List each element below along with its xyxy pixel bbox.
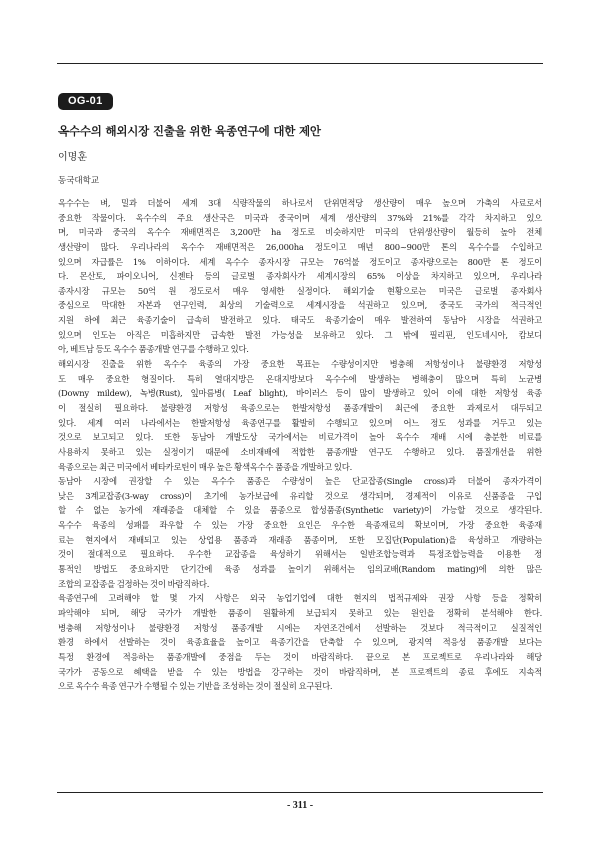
body-text-line: 국가가 공동으로 혜택을 받을 수 있는 방법을 강구하는 것이 바람직하며, 본 프로젝트의 종료 후에도 지속적 <box>58 666 542 677</box>
session-badge: OG-01 <box>58 93 113 110</box>
body-text-line: 파악해야 되며, 해당 국가가 개발한 품종이 원활하게 보급되지 못하고 있는 원인을 정확히 분석해야 한다. <box>58 607 542 618</box>
body-text-line: 할 수 없는 농가에 재래종을 대체할 수 있을 품종으로 합성품종(Synthetic variety)이 가능할 것으로 생각된다. <box>58 505 542 516</box>
author-name: 이명훈 <box>58 152 87 163</box>
body-text-line: 해외시장 진출을 위한 옥수수 육종의 가장 중요한 목표는 수량성이지만 병충해 저항성이나 불량환경 저항성 <box>58 359 542 370</box>
body-text-line: 생산량이 많다. 우리나라의 옥수수 재배면적은 26,000ha 정도이고 매년 800~900만 톤의 옥수수를 수입하고 <box>58 241 542 252</box>
body-text-line: 옥수수는 벼, 밀과 더불어 세계 3대 식량작물의 하나로서 단위면적당 생산량이 매우 높으며 가축의 사료로서 <box>58 198 542 208</box>
body-text-line: 사용하지 못하고 있는 실정이기 때문에 소비재배에 적합한 품종개발 연구도 수행하고 있다. 품질개선을 위한 <box>58 446 542 457</box>
body-text-line: 다. 몬산토, 파이오니어, 신젠타 등의 글로벌 종자회사가 세계시장의 65% 이상을 차지하고 있으며, 우리나라 <box>58 271 542 282</box>
body-text-line: 육종으로는 최근 미국에서 베타카로틴이 매우 높은 황색옥수수 품종을 개발하고 있다. <box>58 461 353 472</box>
body-text-line: 도 매우 중요한 형질이다. 특히 열대지방은 온대지방보다 옥수수에 발생하는 병해충이 많으며 특히 노균병 <box>58 373 542 384</box>
paper-title: 옥수수의 해외시장 진출을 위한 육종연구에 대한 제안 <box>58 124 321 138</box>
abstract-body <box>58 196 542 694</box>
body-text-line: 있으며 인도는 아직은 미흡하지만 급속한 발전 가능성을 보유하고 있다. 그 밖에 필리핀, 인도네시아, 캄보디 <box>58 329 542 340</box>
body-text-line: 것으로 보고되고 있다. 또한 동남아 개발도상 국가에서는 비료가격이 높아 옥수수 재배 시에 충분한 비료를 <box>58 432 542 443</box>
body-text-line: 있으며 자급률은 1% 이하이다. 세계 옥수수 종자시장 규모는 76억불 정도이고 종자량으로는 800만 톤 정도이 <box>58 256 542 267</box>
body-text-line: 며, 미국과 중국의 옥수수 재배면적은 3,200만 ha 정도로 비슷하지만 미국의 단위생산량이 월등히 높아 전체 <box>58 227 542 238</box>
body-text-line: 환경 하에서 선발하는 것이 육종효율을 높이고 육종기간을 단축할 수 있으며, 광지역 적응성 품종개발 보다는 <box>58 637 542 648</box>
footer-rule <box>57 792 543 793</box>
body-text-line: 으로 옥수수 육종 연구가 수행될 수 있는 기반을 조성하는 것이 절실히 요구된다. <box>58 681 333 692</box>
body-text-line: 동남아 시장에 권장할 수 있는 옥수수 품종은 수량성이 높은 단교잡종(Single cross)과 더불어 종자가격이 <box>58 476 542 487</box>
body-text-line: 낮은 3계교잡종(3-way cross)이 초기에 농가보급에 유리할 것으로 생각되며, 경제적이 이유로 신품종을 구입 <box>58 490 542 501</box>
body-text-line: 중심으로 막대한 자본과 연구인력, 최상의 기술력으로 세계시장을 석권하고 있으며, 중국도 국가의 적극적인 <box>58 300 542 311</box>
body-text-line: 이 절실히 필요하다. 불량환경 저항성 육종으로는 한발저항성 품종개발이 최근에 중요한 과제로서 대두되고 <box>58 402 542 413</box>
body-text-line: 아, 베트남 등도 옥수수 품종개발 연구를 수행하고 있다. <box>58 344 249 355</box>
body-text-line: 병충해 저항성이나 불량환경 저항성 품종개발 시에는 자연조건에서 선발하는 것보다 적극적이고 실질적인 <box>58 622 542 633</box>
body-text-line: 특정 환경에 적응하는 품종개발에 중점을 두는 것이 바람직하다. 끝으로 본 프로젝트로 우리나라와 해당 <box>58 651 542 662</box>
body-text-line: 옥수수 육종의 성패를 좌우할 수 있는 가장 중요한 요인은 우수한 육종재료의 확보이며, 가장 중요한 육종재 <box>58 520 542 531</box>
body-text-line: 중요한 작물이다. 옥수수의 주요 생산국은 미국과 중국이며 세계 생산량의 37%와 21%를 각각 차지하고 있으 <box>58 212 542 223</box>
header-rule <box>57 63 543 64</box>
body-text-line: 료는 현지에서 재배되고 있는 상업용 품종과 재래종 품종이며, 또한 모집단(Population)을 육성하고 개량하는 <box>58 534 542 545</box>
author-affiliation: 동국대학교 <box>58 176 100 186</box>
body-text-line: (Downy mildew), 녹병(Rust), 잎마름병( Leaf blight), 바이러스 등이 많이 발생하고 있어 이에 대한 저항성 육종 <box>58 388 542 399</box>
body-text-line: 통적인 방법도 중요하지만 단기간에 육종 성과를 높이기 위해서는 임의교배(Random mating)에 의한 많은 <box>58 564 542 575</box>
body-text-line: 종자시장 규모는 50억 원 정도로서 매우 영세한 실정이다. 해외기술 현황으로는 미국은 글로벌 종자회사 <box>58 285 542 296</box>
page-number: - 311 - <box>286 800 314 811</box>
body-text-line: 있다. 세계 여러 나라에서는 한발저항성 육종연구를 활발히 수행되고 있으며 어느 정도 성과를 거두고 있는 <box>58 417 542 428</box>
body-text-line: 지원 하에 최근 육종기술이 급속히 발전하고 있다. 태국도 육종기술이 매우 발전하여 동남아 시장을 석권하고 <box>58 315 542 326</box>
body-text-line: 것이 절대적으로 필요하다. 우수한 교잡종을 육성하기 위해서는 일반조합능력과 특정조합능력을 이용한 정 <box>58 549 542 560</box>
body-text-line: 조합의 교잡종을 검정하는 것이 바람직하다. <box>58 578 210 589</box>
body-text-line: 육종연구에 고려해야 할 몇 가지 사항은 외국 농업기업에 대한 현지의 법적규제와 권장 사항 등을 정확히 <box>58 593 542 604</box>
